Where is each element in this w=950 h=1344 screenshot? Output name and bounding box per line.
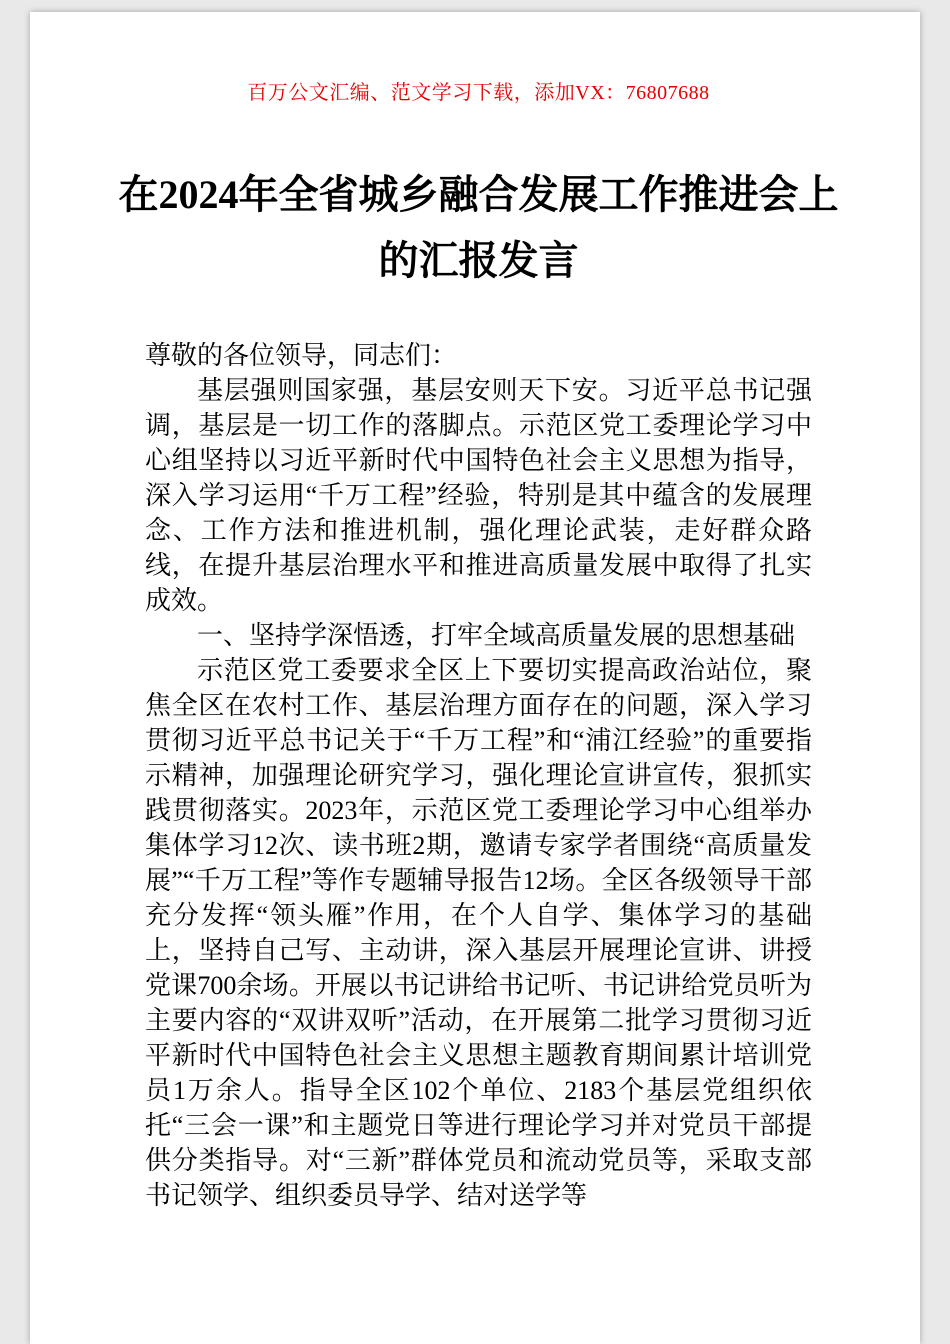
- watermark-notice: 百万公文汇编、范文学习下载，添加VX：76807688: [247, 82, 710, 104]
- paragraph-intro: 基层强则国家强，基层安则天下安。习近平总书记强调，基层是一切工作的落脚点。示范区党工委理论学习中心组坚持以习近平新时代中国特色社会主义思想为指导，深入学习运用“千万工程”经验，特别是其中蕴含的发展理念、工作方法和推进机制，强化理论武装，走好群众路线，在提升基层治理水平和推进高质量发展中取得了扎实成效。: [145, 376, 812, 615]
- title-line-2: 的汇报发言: [378, 238, 579, 283]
- document-page: [30, 12, 920, 1344]
- paragraph-section-body: 示范区党工委要求全区上下要切实提高政治站位，聚焦全区在农村工作、基层治理方面存在的问题，深入学习贯彻习近平总书记关于“千万工程”和“浦江经验”的重要指示精神，加强理论研究学习，强化理论宣讲宣传，狠抓实践贯彻落实。2023年，示范区党工委理论学习中心组举办集体学习12次、读书班2期，邀请专家学者围绕“高质量发展”“千万工程”等作专题辅导报告12场。全区各级领导干部充分发挥“领头雁”作用，在个人自学、集体学习的基础上，坚持自己写、主动讲，深入基层开展理论宣讲、讲授党课700余场。开展以书记讲给书记听、书记讲给党员听为主要内容的“双讲双听”活动，在开展第二批学习贯彻习近平新时代中国特色社会主义思想主题教育期间累计培训党员1万余人。指导全区102个单位、2183个基层党组织依托“三会一课”和主题党日等进行理论学习并对党员干部提供分类指导。对“三新”群体党员和流动党员等，采取支部书记领学、组织委员导学、结对送学等: [145, 656, 812, 1210]
- document-body: [145, 338, 812, 1213]
- section-heading: 一、坚持学深悟透，打牢全域高质量发展的思想基础: [197, 621, 796, 650]
- title-line-1: 在2024年全省城乡融合发展工作推进会上: [118, 172, 839, 217]
- paragraph-salutation: 尊敬的各位领导，同志们：: [145, 341, 458, 370]
- document-title: [109, 162, 848, 294]
